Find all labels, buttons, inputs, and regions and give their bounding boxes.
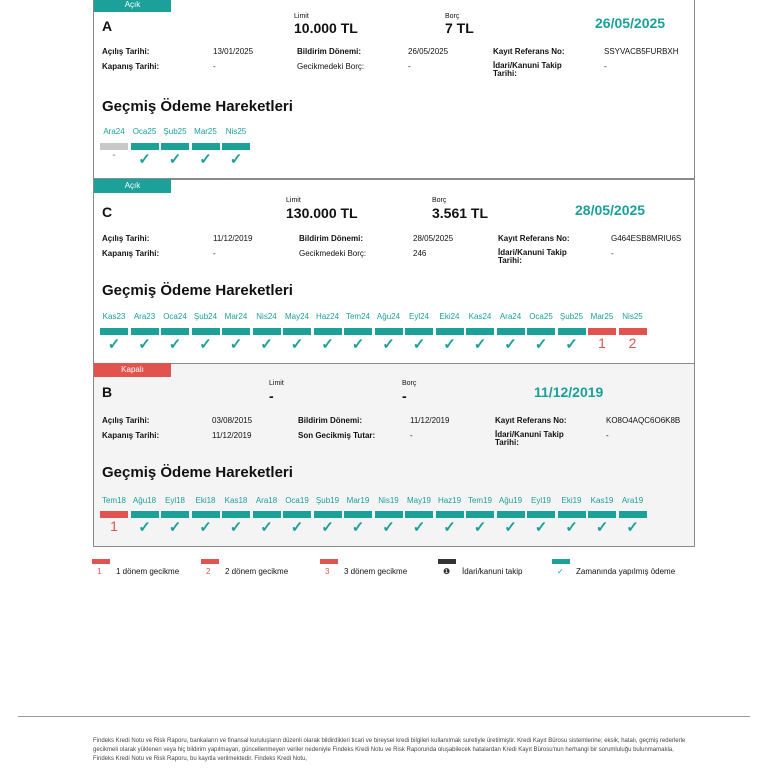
month-label: Nis25 — [622, 312, 643, 321]
check-icon: ✓ — [382, 336, 395, 353]
field-value: 13/01/2025 — [213, 47, 254, 56]
field-label: Bildirim Dönemi: — [299, 234, 364, 243]
month-bar — [619, 511, 647, 518]
field-value: - — [213, 62, 216, 71]
month-label: Nis19 — [378, 496, 399, 505]
debt-label: Borç — [445, 13, 460, 20]
limit-value: 10.000 TL — [294, 20, 358, 36]
legend-symbol: ❶ — [443, 567, 451, 576]
month-label: Nis24 — [256, 312, 277, 321]
month-label: Eki18 — [195, 496, 216, 505]
field-value: 246 — [413, 249, 427, 258]
field-label: Gecikmedeki Borç: — [297, 62, 365, 71]
month-label: Tem24 — [345, 312, 370, 321]
month-bar — [497, 328, 525, 335]
check-icon: ✓ — [229, 519, 243, 536]
month-bar — [344, 511, 372, 518]
check-icon: ✓ — [260, 519, 273, 536]
month-bar — [192, 511, 220, 518]
field-label: Kayıt Referans No: — [495, 416, 567, 425]
check-icon: ✓ — [565, 519, 578, 536]
field-value: - — [604, 62, 607, 71]
legend-label: 1 dönem gecikme — [116, 567, 180, 576]
month-bar — [100, 143, 128, 150]
month-label: Kas19 — [590, 496, 614, 505]
month-label: Ağu19 — [498, 496, 523, 505]
status-badge: Kapalı — [94, 363, 171, 377]
month-label: Oca25 — [132, 127, 157, 136]
field-value: KO8O4AQC6O6K8B — [606, 416, 681, 425]
month-bar — [192, 143, 220, 150]
field-value: 11/12/2019 — [212, 431, 252, 440]
month-label: Nis25 — [225, 127, 247, 136]
month-label: Oca19 — [285, 496, 309, 505]
month-label: Ağu24 — [376, 312, 401, 321]
debt-label: Borç — [402, 380, 417, 387]
limit-label: Limit — [286, 197, 301, 204]
month-bar — [466, 511, 494, 518]
month-label: Oca24 — [163, 312, 187, 321]
month-label: Ara18 — [255, 496, 278, 505]
month-label: Ara19 — [621, 496, 644, 505]
check-icon: ✓ — [443, 519, 456, 536]
legend-swatch — [92, 559, 110, 564]
field-value: 28/05/2025 — [413, 234, 454, 243]
check-icon: ✓ — [260, 336, 273, 353]
month-label: Ağu18 — [132, 496, 157, 505]
month-bar — [222, 511, 250, 518]
month-label: Haz19 — [437, 496, 462, 505]
field-value: - — [213, 249, 216, 258]
check-icon: ✓ — [229, 151, 243, 168]
status-badge: Açık — [94, 0, 171, 12]
field-label: Bildirim Dönemi: — [297, 47, 362, 56]
field-value: 26/05/2025 — [408, 47, 449, 56]
check-icon: ✓ — [168, 151, 182, 168]
check-icon: ✓ — [595, 519, 609, 536]
field-value: 03/08/2015 — [212, 416, 253, 425]
field-label: Kapanış Tarihi: — [102, 431, 160, 440]
check-icon: ✓ — [290, 519, 304, 536]
field-label: İdari/Kanuni Takip Tarihi: — [493, 61, 562, 78]
check-icon: ✓ — [290, 336, 304, 353]
field-label: Açılış Tarihi: — [102, 416, 150, 425]
month-label: Kas18 — [224, 496, 248, 505]
month-label: Eki24 — [439, 312, 460, 321]
month-label: Ara24 — [499, 312, 522, 321]
check-icon: ✓ — [382, 519, 395, 536]
month-label: Eyl18 — [164, 496, 185, 505]
check-icon: ✓ — [138, 336, 151, 353]
legend-symbol: 2 — [206, 567, 211, 576]
legend-symbol: 1 — [97, 567, 102, 576]
payment-history-title: Geçmiş Ödeme Hareketleri — [102, 464, 293, 481]
month-bar — [405, 328, 433, 335]
check-icon: ✓ — [321, 336, 334, 353]
month-label: Şub25 — [559, 312, 584, 321]
month-bar — [161, 511, 189, 518]
check-icon: ✓ — [504, 519, 517, 536]
account-card — [93, 363, 695, 547]
account-name: C — [102, 204, 113, 220]
check-icon: ✓ — [565, 336, 578, 353]
debt-value: 7 TL — [445, 20, 474, 36]
check-icon: ✓ — [229, 336, 243, 353]
delay-count: 2 — [628, 335, 637, 351]
field-label: Kayıt Referans No: — [493, 47, 565, 56]
month-label: Eyl24 — [408, 312, 429, 321]
field-label: Bildirim Dönemi: — [298, 416, 363, 425]
limit-value: 130.000 TL — [286, 205, 358, 221]
delay-count: 1 — [598, 335, 606, 351]
month-label: Tem18 — [101, 496, 126, 505]
field-label: Açılış Tarihi: — [102, 234, 150, 243]
month-label: Mar24 — [224, 312, 248, 321]
month-bar — [466, 328, 494, 335]
month-label: Haz24 — [315, 312, 340, 321]
month-bar — [497, 511, 525, 518]
field-label: Kapanış Tarihi: — [102, 62, 160, 71]
check-icon: ✓ — [412, 336, 426, 353]
delay-count: 1 — [110, 518, 118, 534]
check-icon: ✓ — [626, 519, 639, 536]
debt-value: - — [402, 388, 407, 404]
check-icon: ✓ — [534, 519, 548, 536]
field-value: SSYVACB5FURBXH — [604, 47, 679, 56]
month-label: Mar25 — [590, 312, 614, 321]
month-bar — [344, 328, 372, 335]
check-icon: ✓ — [504, 336, 517, 353]
month-bar — [222, 328, 250, 335]
field-label: İdari/Kanuni Takip Tarihi: — [495, 430, 564, 447]
month-bar — [436, 511, 464, 518]
month-label: Ara24 — [103, 127, 125, 136]
field-label: Son Gecikmiş Tutar: — [298, 431, 376, 440]
legend-label: 2 dönem gecikme — [225, 567, 289, 576]
no-data-mark: - — [112, 150, 116, 161]
check-icon: ✓ — [199, 336, 212, 353]
check-icon: ✓ — [443, 336, 456, 353]
month-bar — [253, 511, 281, 518]
month-label: Şub25 — [163, 127, 187, 136]
field-label: Kapanış Tarihi: — [102, 249, 160, 258]
month-bar — [283, 328, 311, 335]
check-icon: ✓ — [473, 519, 487, 536]
legend-swatch — [552, 559, 570, 564]
account-name: A — [102, 18, 113, 34]
check-icon: ✓ — [168, 336, 182, 353]
month-bar — [527, 511, 555, 518]
month-bar — [100, 511, 128, 518]
month-bar — [131, 328, 159, 335]
month-bar — [222, 143, 250, 150]
legend-swatch — [320, 559, 338, 564]
debt-label: Borç — [432, 197, 447, 204]
month-label: Mar25 — [194, 127, 217, 136]
legend-swatch — [438, 559, 456, 564]
report-date: 28/05/2025 — [575, 202, 646, 218]
check-icon: ✓ — [351, 519, 365, 536]
month-label: Kas23 — [102, 312, 126, 321]
month-bar — [131, 143, 159, 150]
field-label: Açılış Tarihi: — [102, 47, 150, 56]
month-bar — [558, 511, 586, 518]
month-bar — [375, 511, 403, 518]
month-bar — [527, 328, 555, 335]
month-bar — [314, 511, 342, 518]
month-label: Şub24 — [193, 312, 218, 321]
check-icon: ✓ — [138, 151, 151, 168]
check-icon: ✓ — [168, 519, 182, 536]
month-bar — [161, 143, 189, 150]
footer-divider — [18, 716, 750, 717]
month-label: May19 — [406, 496, 431, 505]
month-bar — [192, 328, 220, 335]
month-bar — [131, 511, 159, 518]
footer-disclaimer: Findeks Kredi Notu ve Risk Raporu, bankaların ve finansal kuruluşların düzenli olarak bildirdikleri ticari ve bireysel kredi bilgileri kullanılmak suretiyle üretilmiştir. Kredi Kayıt Bürosu sistemlerine; eksik, hatalı, geçmiş rederlerle gecikmeli olarak yüklenen veya hiç bildirim yapılmayan, güncellenmeyen veriler nedeniyle Findeks Kredi Notu ve Risk Raporunda oluşabilecek hatalardan Kredi Kayıt Bürosu'nun herhangi bir sorumluluğu bulunmamakla, Findeks Kredi Notu ve Risk Raporu, bu kayıtla verilmektedir. Findeks Kredi Notu, — [93, 738, 686, 762]
limit-label: Limit — [294, 13, 309, 20]
month-label: Oca25 — [529, 312, 553, 321]
month-label: Kas24 — [468, 312, 492, 321]
legend-label: 3 dönem gecikme — [344, 567, 408, 576]
report-date: 11/12/2019 — [534, 384, 604, 400]
field-label: Gecikmedeki Borç: — [299, 249, 367, 258]
account-card — [93, 0, 695, 179]
field-value: - — [410, 431, 413, 440]
month-bar — [100, 328, 128, 335]
month-bar — [283, 511, 311, 518]
account-name: B — [102, 384, 113, 400]
month-bar — [558, 328, 586, 335]
legend-symbol: 3 — [325, 567, 330, 576]
month-bar — [436, 328, 464, 335]
month-label: Eyl19 — [530, 496, 551, 505]
legend-label: Zamanında yapılmış ödeme — [576, 567, 676, 576]
month-bar — [588, 328, 616, 335]
check-icon: ✓ — [534, 336, 548, 353]
month-bar — [619, 328, 647, 335]
month-label: Tem19 — [467, 496, 492, 505]
month-bar — [375, 328, 403, 335]
month-label: Şub19 — [315, 496, 340, 505]
check-icon: ✓ — [199, 151, 212, 168]
limit-value: - — [269, 388, 274, 404]
account-card — [93, 179, 695, 364]
month-bar — [253, 328, 281, 335]
field-value: - — [606, 431, 609, 440]
legend-label: İdari/kanuni takip — [462, 567, 523, 576]
field-value: - — [408, 62, 411, 71]
field-value: 11/12/2019 — [410, 416, 450, 425]
month-label: Ara23 — [133, 312, 156, 321]
payment-history-title: Geçmiş Ödeme Hareketleri — [102, 282, 293, 299]
month-bar — [161, 328, 189, 335]
legend-symbol: ✓ — [557, 567, 564, 576]
month-label: May24 — [284, 312, 309, 321]
field-label: Kayıt Referans No: — [498, 234, 570, 243]
month-label: Mar19 — [346, 496, 370, 505]
check-icon: ✓ — [351, 336, 365, 353]
field-value: 11/12/2019 — [213, 234, 253, 243]
field-label: İdari/Kanuni Takip Tarihi: — [498, 248, 567, 265]
report-date: 26/05/2025 — [595, 15, 666, 31]
field-value: - — [611, 249, 614, 258]
month-bar — [314, 328, 342, 335]
limit-label: Limit — [269, 380, 284, 387]
check-icon: ✓ — [199, 519, 212, 536]
month-bar — [405, 511, 433, 518]
legend-swatch — [201, 559, 219, 564]
check-icon: ✓ — [107, 336, 121, 353]
debt-value: 3.561 TL — [432, 205, 489, 221]
check-icon: ✓ — [473, 336, 487, 353]
payment-history-title: Geçmiş Ödeme Hareketleri — [102, 98, 293, 115]
status-badge: Açık — [94, 179, 171, 193]
month-label: Eki19 — [561, 496, 582, 505]
check-icon: ✓ — [138, 519, 151, 536]
field-value: G464ESB8MRIU6S — [611, 234, 682, 243]
check-icon: ✓ — [412, 519, 426, 536]
check-icon: ✓ — [321, 519, 334, 536]
month-bar — [588, 511, 616, 518]
